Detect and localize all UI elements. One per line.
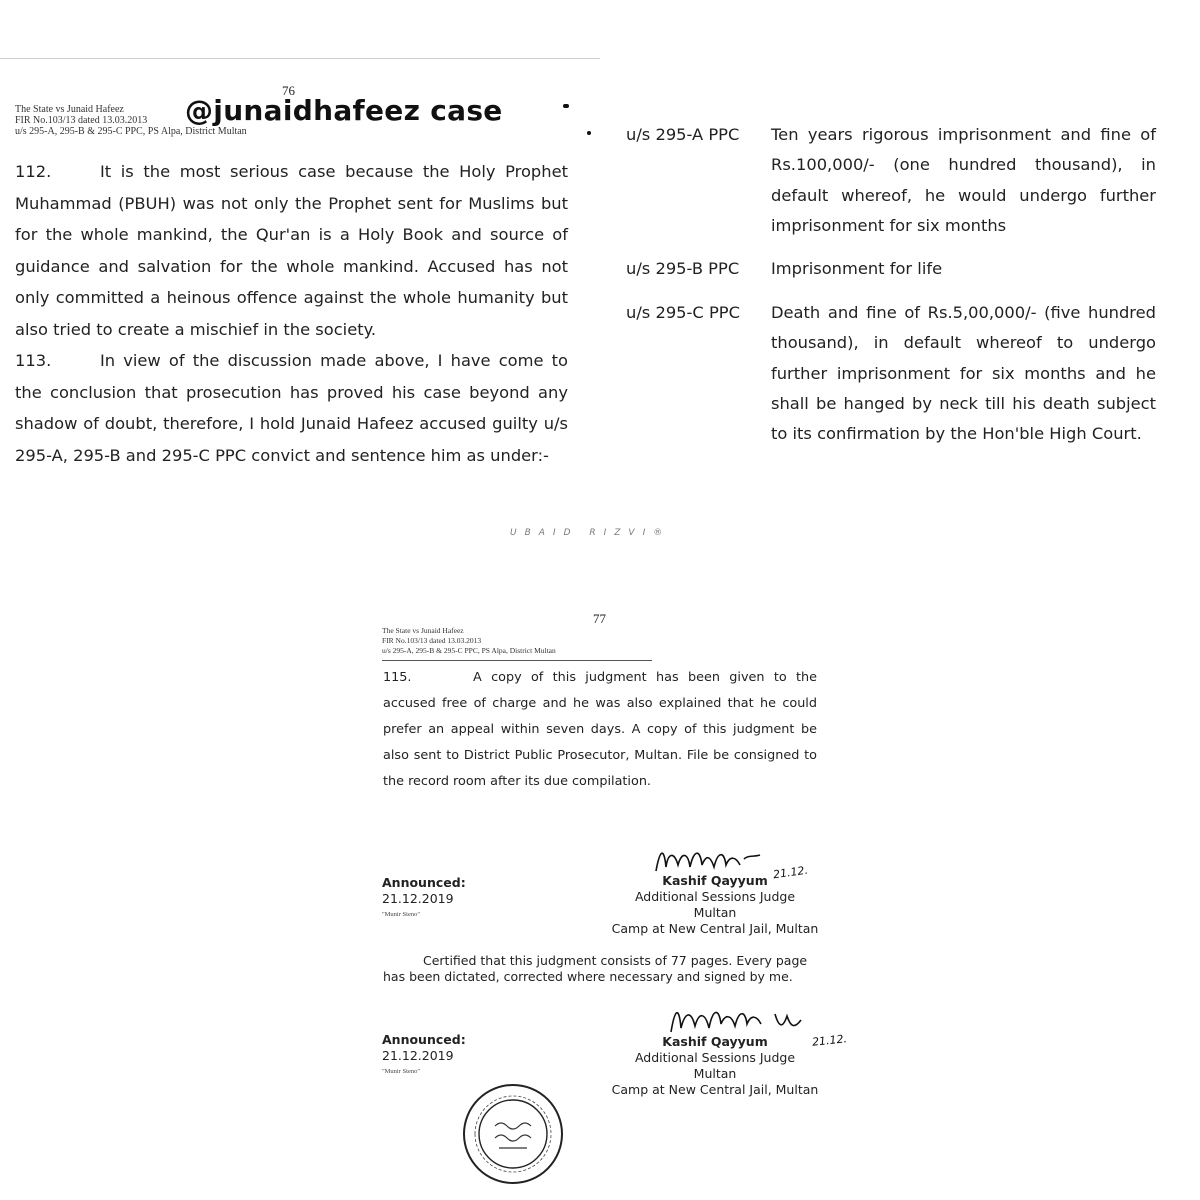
header-line: u/s 295-A, 295-B & 295-C PPC, PS Alpa, District Multan (382, 646, 556, 655)
announced-label: Announced: (382, 875, 466, 890)
paragraph-text: A copy of this judgment has been given to the accused free of charge and he was also explained that he could prefer an appeal within seven days. A copy of this judgment be also sent to District Public Prosecutor, Multan. File be consigned to the record room after its due compilation. (383, 670, 817, 789)
certification-text: Certified that this judgment consists of 77 pages. Every page has been dictated, corrected where necessary and signed by me. (383, 953, 808, 984)
header-line: u/s 295-A, 295-B & 295-C PPC, PS Alpa, District Multan (15, 126, 247, 137)
sentence-section: u/s 295-B PPC (626, 259, 740, 278)
scan-dot (587, 131, 591, 135)
announced-label: Announced: (382, 1032, 466, 1047)
page-number-76: 76 (282, 83, 295, 98)
judge-name: Kashif Qayyum (662, 873, 768, 888)
judge-signature-2 (667, 1002, 827, 1038)
scan-speck (563, 104, 569, 108)
signature-date-1: 21.12. (772, 863, 809, 882)
sentence-295a (626, 120, 1156, 245)
header-line: FIR No.103/13 dated 13.03.2013 (382, 636, 482, 645)
judge-title: Additional Sessions Judge (634, 889, 796, 904)
judge-camp: Camp at New Central Jail, Multan (611, 921, 819, 936)
paragraph-text: In view of the discussion made above, I have come to the conclusion that prosecution has proved his case beyond any shadow of doubt, therefore, I hold Junaid Hafeez accused guilty u/s 295-A, 295-B and 295-C PPC convict and sentence him as under:- (15, 351, 568, 465)
paragraph-number: 112. (15, 162, 52, 181)
judge-title: Additional Sessions Judge (634, 1050, 796, 1065)
announced-date: 21.12.2019 (382, 1048, 454, 1063)
judge-camp: Camp at New Central Jail, Multan (611, 1082, 819, 1097)
judge-city: Multan (693, 905, 737, 920)
sentence-text: Death and fine of Rs.5,00,000/- (five hundred thousand), in default whereof to undergo further imprisonment for six months and he shall be hanged by neck till his death subject to its confirmation by the Hon'ble High Court. (771, 303, 1156, 444)
overlay-handle: @junaidhafeez case (185, 94, 503, 127)
announced-block-2 (382, 1032, 466, 1080)
sentence-295c (626, 298, 1156, 483)
judge-block-2 (590, 1034, 840, 1098)
announced-date: 21.12.2019 (382, 891, 454, 906)
paragraph-number: 115. (383, 670, 412, 685)
paragraph-text: It is the most serious case because the Holy Prophet Muhammad (PBUH) was not only the Prophet sent for Muslims but for the whole mankind, the Qur'an is a Holy Book and source of guidance and salvation for the whole mankind. Accused has not only committed a heinous offence against the whole humanity but also tried to create a mischief in the society. (15, 162, 568, 339)
header-line: FIR No.103/13 dated 13.03.2013 (15, 115, 148, 126)
steno-label: "Munir Steno" (382, 1068, 420, 1075)
court-seal-icon (461, 1082, 565, 1186)
header-underline (382, 660, 652, 661)
header-line: The State vs Junaid Hafeez (382, 626, 464, 635)
sentence-text: Ten years rigorous imprisonment and fine of Rs.100,000/- (one hundred thousand), in default whereof, he would undergo further imprisonment for six months (771, 125, 1156, 235)
sentence-text: Imprisonment for life (771, 259, 943, 278)
judgment-text-76 (15, 156, 568, 471)
page-number-77: 77 (593, 611, 606, 626)
signature-date-2: 21.12. (811, 1032, 848, 1049)
paragraph-113 (15, 345, 568, 471)
paragraph-115 (383, 665, 817, 795)
judge-block-1 (590, 873, 840, 937)
watermark: UBAID RIZVI® (510, 528, 671, 538)
judge-name: Kashif Qayyum (662, 1034, 768, 1049)
case-header-77 (382, 626, 682, 656)
judge-city: Multan (693, 1066, 737, 1081)
steno-label: "Munir Steno" (382, 911, 420, 918)
sentence-295b (626, 254, 1156, 286)
sentence-section: u/s 295-C PPC (626, 303, 740, 322)
page-edge-line (0, 58, 600, 59)
paragraph-number: 113. (15, 351, 52, 370)
paragraph-112 (15, 156, 568, 345)
header-line: The State vs Junaid Hafeez (15, 104, 124, 115)
announced-block-1 (382, 875, 466, 923)
sentence-section: u/s 295-A PPC (626, 125, 740, 144)
